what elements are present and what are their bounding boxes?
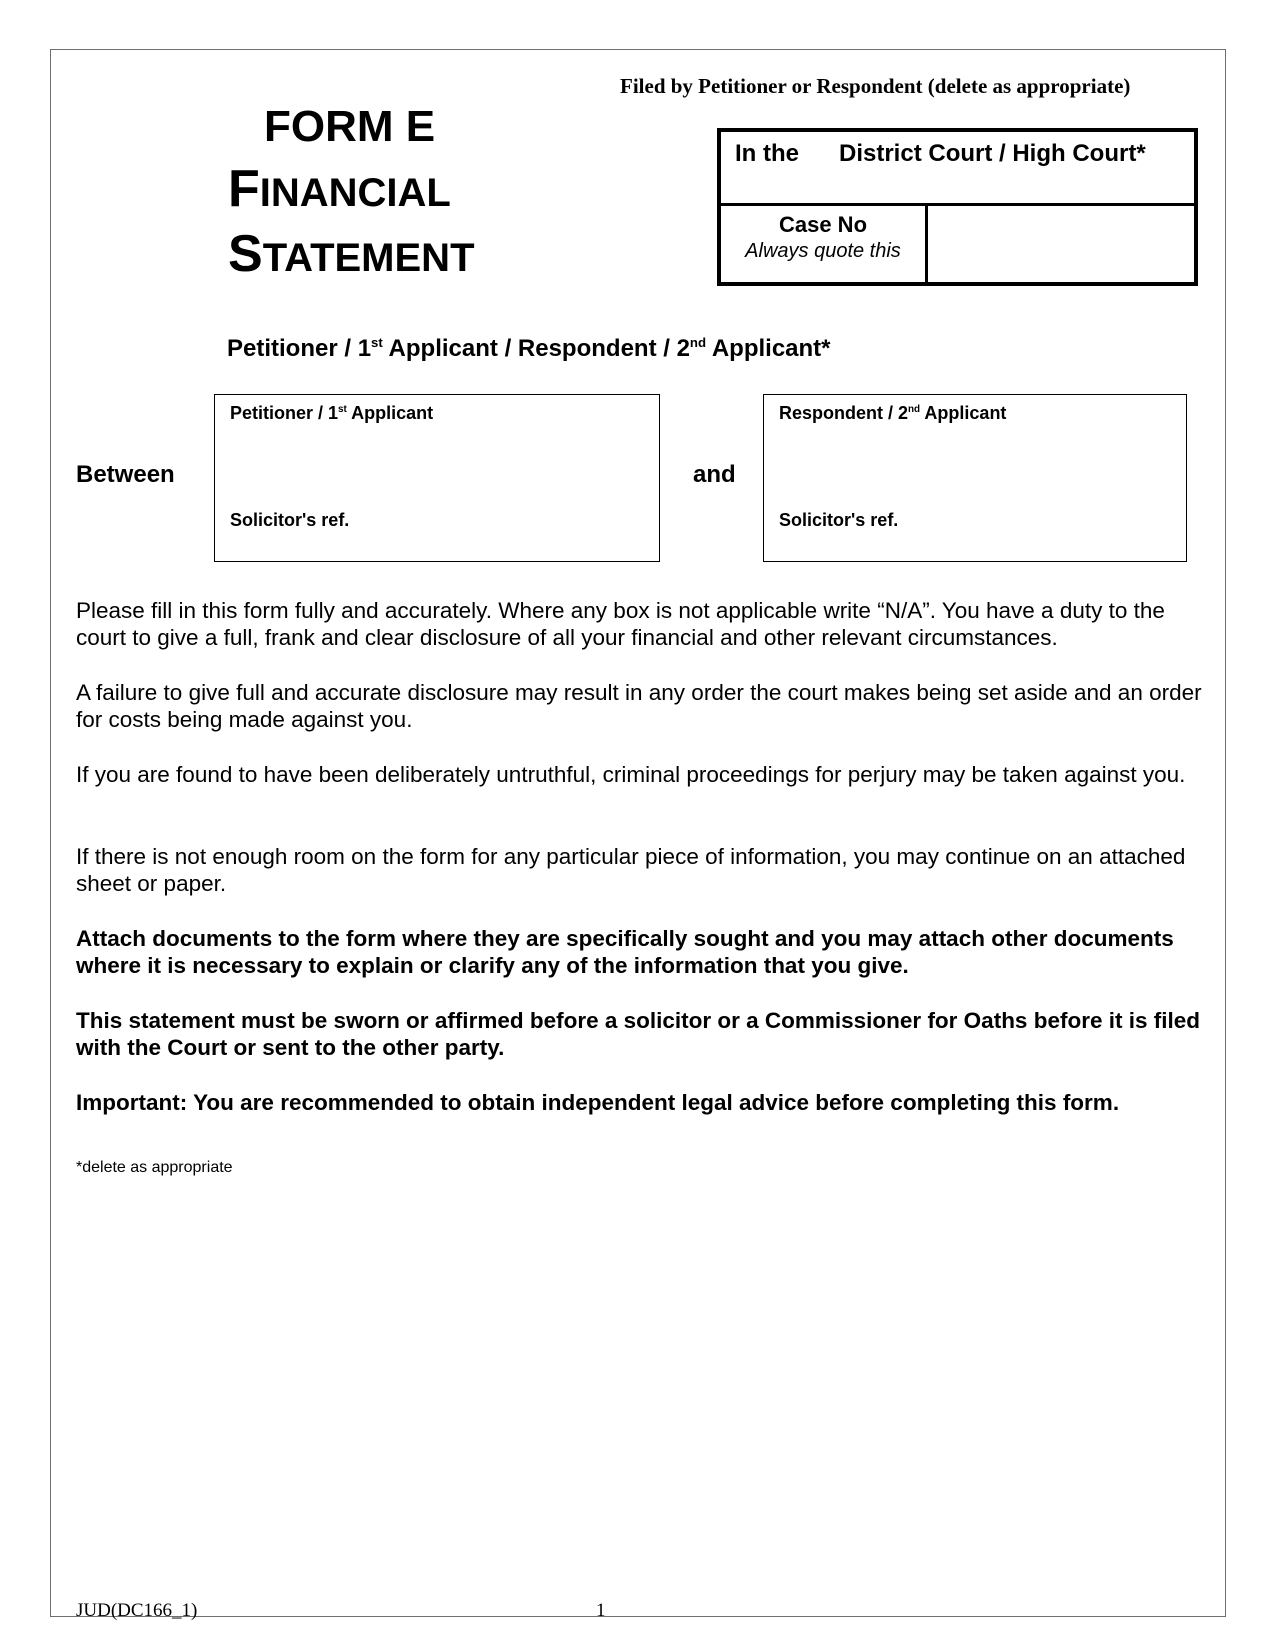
- petitioner-label-a: Petitioner / 1: [230, 403, 339, 423]
- title-financial-rest: INANCIAL: [259, 171, 451, 215]
- instruction-paragraph-6: This statement must be sworn or affirmed before a solicitor or a Commissioner for Oaths before it is filed with the Court or sent to the other party.: [76, 1008, 1200, 1060]
- title-financial-initial: F: [228, 160, 260, 218]
- petitioner-label-sup: st: [338, 404, 347, 415]
- court-options[interactable]: District Court / High Court*: [839, 140, 1146, 167]
- case-no-label: Case No: [778, 212, 868, 237]
- form-name: FORM E: [264, 102, 436, 151]
- petitioner-solicitor-ref-label: Solicitor's ref.: [230, 510, 350, 530]
- case-no-field[interactable]: [928, 206, 1194, 282]
- party-selector-sup1: st: [371, 335, 383, 350]
- respondent-label-sup: nd: [908, 404, 921, 415]
- footer-page-number: 1: [596, 1600, 606, 1621]
- party-selector-part1: Petitioner / 1: [227, 335, 372, 362]
- between-label: Between: [76, 461, 175, 488]
- instruction-paragraph-2: A failure to give full and accurate disclosure may result in any order the court makes being set aside and an order for costs being made against you.: [76, 680, 1202, 732]
- petitioner-label: [230, 403, 433, 424]
- footer-form-code: JUD(DC166_1): [76, 1600, 198, 1621]
- case-no-label-cell: [721, 206, 928, 282]
- filed-by-note: Filed by Petitioner or Respondent (delete as appropriate): [620, 74, 1131, 98]
- court-box: [717, 128, 1198, 286]
- and-label: and: [693, 461, 736, 488]
- petitioner-label-b: Applicant: [346, 403, 434, 423]
- party-selector-sup2: nd: [689, 335, 707, 350]
- party-selector-part3: Applicant*: [706, 335, 831, 362]
- instruction-paragraph-7: Important: You are recommended to obtain independent legal advice before completing this form.: [76, 1090, 1120, 1115]
- title-statement-rest: TATEMENT: [262, 236, 475, 280]
- in-the-label: In the: [735, 140, 799, 167]
- case-no-hint: Always quote this: [745, 240, 901, 262]
- instruction-paragraph-5: Attach documents to the form where they are specifically sought and you may attach other documents where it is necessary to explain or clarify any of the information that you give.: [76, 926, 1174, 978]
- petitioner-box[interactable]: [214, 394, 660, 562]
- court-row: [721, 132, 1194, 206]
- respondent-box[interactable]: [763, 394, 1187, 562]
- party-selector[interactable]: [227, 335, 831, 363]
- delete-note: *delete as appropriate: [76, 1159, 233, 1176]
- respondent-label: [779, 403, 1006, 424]
- title-financial: [228, 160, 451, 218]
- instruction-paragraph-1: Please fill in this form fully and accurately. Where any box is not applicable write “N/A”. You have a duty to the court to give a full, frank and clear disclosure of all your financial and other relevant circumstances.: [76, 598, 1165, 650]
- instruction-paragraph-4: If there is not enough room on the form for any particular piece of information, you may continue on an attached sheet or paper.: [76, 844, 1186, 896]
- respondent-label-b: Applicant: [920, 403, 1007, 423]
- respondent-solicitor-ref-label: Solicitor's ref.: [779, 510, 899, 530]
- party-selector-part2: Applicant / Respondent / 2: [382, 335, 690, 362]
- respondent-label-a: Respondent / 2: [779, 403, 909, 423]
- title-statement: [228, 225, 475, 283]
- instruction-paragraph-3: If you are found to have been deliberately untruthful, criminal proceedings for perjury may be taken against you.: [76, 762, 1186, 787]
- title-statement-initial: S: [228, 225, 263, 283]
